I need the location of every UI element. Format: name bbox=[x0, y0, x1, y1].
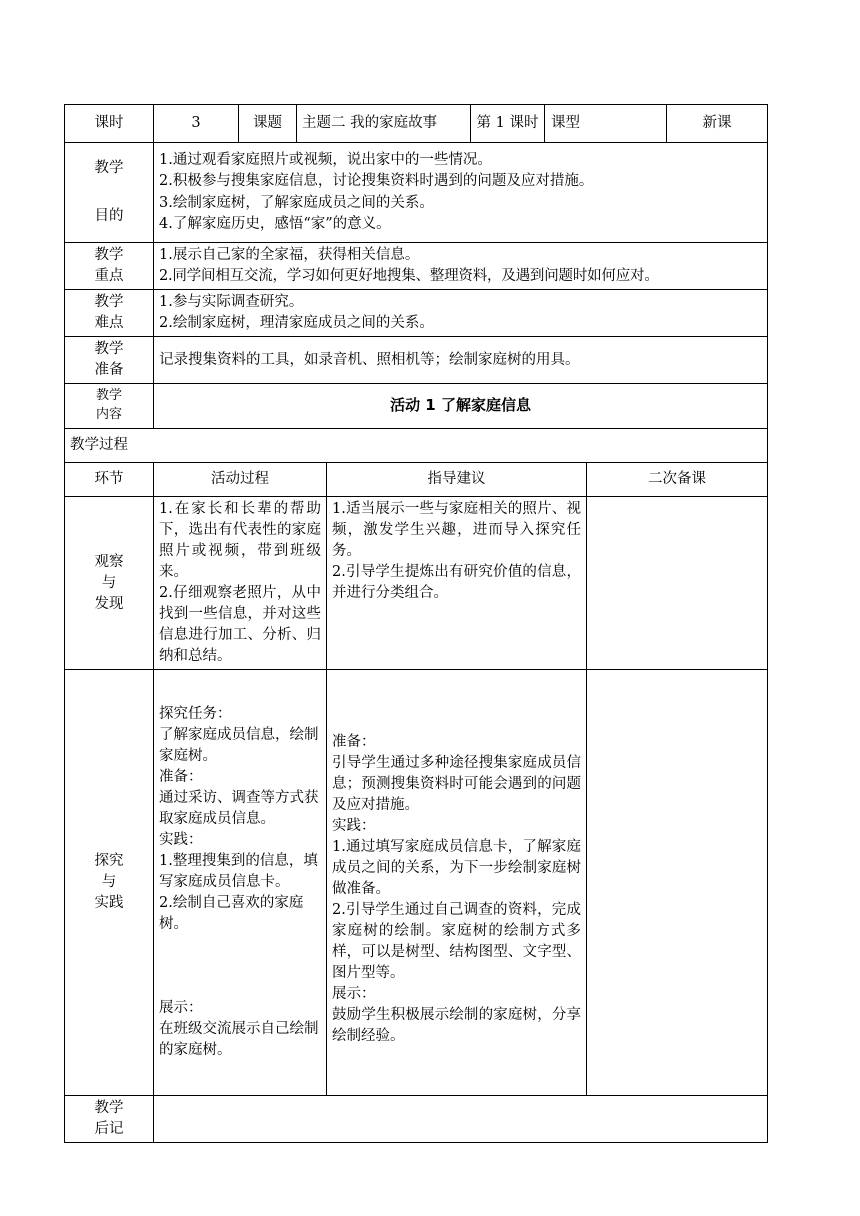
key-points-row bbox=[65, 243, 768, 290]
key-point-item: 1.展示自己家的全家福，获得相关信息。 bbox=[159, 247, 420, 263]
difficulties-label: 教学 难点 bbox=[65, 290, 154, 337]
lesson-number: 第 1 课时 bbox=[471, 105, 545, 143]
guidance-line: 2.引导学生通过自己调查的资料，完成家庭树的绘制。家庭树的绘制方式多样，可以是树型、结构图型、文字型、图片型等。 bbox=[332, 902, 582, 982]
guidance-line: 引导学生通过多种途径搜集家庭成员信息；预测搜集资料时可能会遇到的问题及应对措施。 bbox=[332, 755, 582, 814]
process-title-row bbox=[65, 429, 768, 463]
process-title: 教学过程 bbox=[65, 429, 768, 463]
col-header-guidance: 指导建议 bbox=[327, 463, 587, 497]
activity-line: 通过采访、调查等方式获取家庭成员信息。 bbox=[159, 790, 319, 828]
section-observe-revision bbox=[587, 497, 768, 670]
postscript-content bbox=[154, 1096, 768, 1143]
activity-line: 展示： bbox=[159, 1000, 203, 1017]
activity-line: 实践： bbox=[159, 832, 203, 849]
activity-line: 了解家庭成员信息，绘制家庭树。 bbox=[159, 727, 319, 765]
objective-item: 3.绘制家庭树，了解家庭成员之间的关系。 bbox=[159, 194, 434, 211]
objectives-row bbox=[65, 143, 768, 243]
activity-line: 2.绘制自己喜欢的家庭树。 bbox=[159, 895, 304, 933]
section-observe-guidance: 1.适当展示一些与家庭相关的照片、视频，激发学生兴趣，进而导入探究任务。 2.引导学生提炼出有研究价值的信息，并进行分类组合。 bbox=[327, 497, 587, 670]
topic-value: 主题二 我的家庭故事 bbox=[297, 105, 471, 143]
key-points-content bbox=[154, 243, 768, 290]
key-point-item: 2.同学间相互交流，学习如何更好地搜集、整理资料，及遇到问题时如何应对。 bbox=[159, 268, 659, 285]
lesson-plan-table bbox=[64, 104, 768, 1143]
period-value: 3 bbox=[154, 105, 239, 143]
objectives-label: 教学 目的 bbox=[65, 143, 154, 243]
col-header-stage: 环节 bbox=[65, 463, 154, 497]
section-observe-label: 观察 与 发现 bbox=[65, 497, 154, 670]
section-explore-revision bbox=[587, 670, 768, 1096]
objective-item: 1.通过观看家庭照片或视频，说出家中的一些情况。 bbox=[159, 152, 492, 169]
preparation-label: 教学 准备 bbox=[65, 337, 154, 384]
difficulty-item: 2.绘制家庭树，理清家庭成员之间的关系。 bbox=[159, 315, 434, 332]
type-value: 新课 bbox=[667, 105, 768, 143]
section-explore-guidance bbox=[327, 670, 587, 1096]
preparation-row bbox=[65, 337, 768, 384]
type-label: 课型 bbox=[545, 105, 667, 143]
activity-line: 1.整理搜集到的信息，填写家庭成员信息卡。 bbox=[159, 853, 318, 891]
section-explore-row bbox=[65, 670, 768, 1096]
section-explore-activity bbox=[154, 670, 327, 1096]
content-row bbox=[65, 384, 768, 429]
topic-label: 课题 bbox=[239, 105, 297, 143]
content-title: 活动 1 了解家庭信息 bbox=[154, 384, 768, 429]
objective-item: 4.了解家庭历史，感悟“家”的意义。 bbox=[159, 215, 391, 232]
guidance-line: 展示： bbox=[332, 986, 376, 1003]
postscript-row bbox=[65, 1096, 768, 1143]
difficulty-item: 1.参与实际调查研究。 bbox=[159, 294, 304, 311]
guidance-line: 准备： bbox=[332, 734, 376, 751]
preparation-content: 记录搜集资料的工具，如录音机、照相机等；绘制家庭树的用具。 bbox=[154, 337, 768, 384]
header-row bbox=[65, 105, 768, 143]
section-observe-row bbox=[65, 497, 768, 670]
activity-line: 探究任务： bbox=[159, 706, 232, 723]
col-header-activity: 活动过程 bbox=[154, 463, 327, 497]
difficulties-row bbox=[65, 290, 768, 337]
col-header-revision: 二次备课 bbox=[587, 463, 768, 497]
guidance-line: 鼓励学生积极展示绘制的家庭树，分享绘制经验。 bbox=[332, 1007, 582, 1045]
guidance-line: 1.通过填写家庭成员信息卡，了解家庭成员之间的关系，为下一步绘制家庭树做准备。 bbox=[332, 839, 582, 898]
key-points-label: 教学 重点 bbox=[65, 243, 154, 290]
section-explore-label: 探究 与 实践 bbox=[65, 670, 154, 1096]
activity-line: 在班级交流展示自己绘制的家庭树。 bbox=[159, 1021, 319, 1059]
section-observe-activity: 1.在家长和长辈的帮助下，选出有代表性的家庭照片或视频，带到班级来。 2.仔细观察老照片，从中找到一些信息，并对这些信息进行加工、分析、归纳和总结。 bbox=[154, 497, 327, 670]
content-label: 教学 内容 bbox=[65, 384, 154, 429]
activity-line: 准备： bbox=[159, 769, 203, 786]
difficulties-content bbox=[154, 290, 768, 337]
objectives-content bbox=[154, 143, 768, 243]
postscript-label: 教学 后记 bbox=[65, 1096, 154, 1143]
guidance-line: 实践： bbox=[332, 818, 376, 835]
process-header-row bbox=[65, 463, 768, 497]
period-label: 课时 bbox=[65, 105, 154, 143]
objective-item: 2.积极参与搜集家庭信息，讨论搜集资料时遇到的问题及应对措施。 bbox=[159, 173, 594, 190]
